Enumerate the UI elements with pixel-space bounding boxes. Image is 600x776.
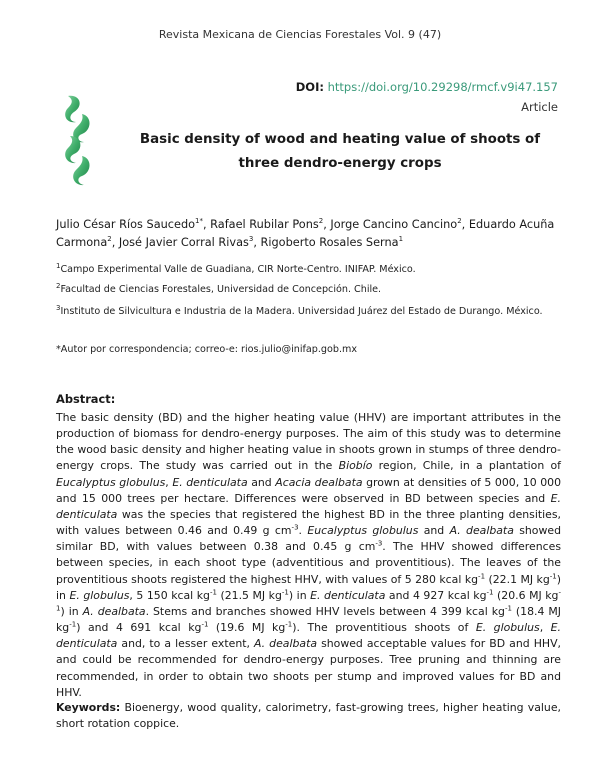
author-name: , Rigoberto Rosales Serna: [253, 236, 399, 249]
affiliation-text: Campo Experimental Valle de Guadiana, CIR Norte-Centro. INIFAP. México.: [60, 264, 416, 275]
affiliation-3: [56, 304, 561, 320]
affiliation-2: [56, 282, 561, 298]
keywords: [56, 700, 561, 732]
author-name: , Jorge Cancino Cancino: [323, 218, 458, 231]
title-line-2: three dendro-energy crops: [238, 156, 442, 171]
author-name: , Rafael Rubilar Pons: [203, 218, 319, 231]
author-name: Julio César Ríos Saucedo: [56, 218, 196, 231]
author-name: , José Javier Corral Rivas: [111, 236, 249, 249]
affiliation-1: [56, 262, 561, 278]
journal-header: Revista Mexicana de Ciencias Forestales Vol. 9 (47): [158, 28, 442, 41]
article-type: Article: [521, 100, 558, 114]
doi-line: [296, 80, 558, 94]
abstract-heading: Abstract:: [56, 392, 116, 406]
doi-link[interactable]: https://doi.org/10.29298/rmcf.v9i47.157: [327, 80, 558, 94]
journal-leaf-logo: [58, 92, 98, 192]
author-list: [56, 216, 561, 252]
affiliation-sup: 3: [56, 303, 61, 312]
doi-label: DOI:: [295, 80, 324, 94]
author-sup: 1: [398, 235, 404, 244]
author-sup: 1*: [195, 217, 203, 226]
keywords-label: Keywords:: [56, 701, 121, 714]
keywords-text: Bioenergy, wood quality, calorimetry, fast-growing trees, higher heating value, short rotation coppice.: [56, 701, 561, 730]
correspondence-note: *Autor por correspondencia; correo-e: rios.julio@inifap.gob.mx: [56, 344, 358, 355]
author-name: , Eduardo Acuña Carmona: [56, 218, 555, 249]
affiliation-text: Facultad de Ciencias Forestales, Universidad de Concepción. Chile.: [60, 284, 382, 295]
author-sup: 2: [318, 217, 324, 226]
author-sup: 2: [457, 217, 462, 226]
abstract-body: The basic density (BD) and the higher heating value (HHV) are important attributes in the production of biomass for dendro-energy purposes. The aim of this study was to determine the wood basic density and higher heating value in shoots grown in stumps of three dendro-energy crops. The study was carried out in the Biobío region, Chile, in a plantation of Eucalyptus globulus, E. denticulata and Acacia dealbata grown at densities of 5 000, 10 000 and 15 000 trees per hectare. Differences were observed in BD between species and E. denticulata was the species that registered the highest BD in the three planting densities, with values between 0.46 and 0.49 g $cm^{-3}$. Eucalyptus globulus and A. dealbata showed similar BD, with values between 0.38 and 0.45 g $cm^{-3}$. The HHV showed differences between species, in each shoot type (adventitious and proventitious). The leaves of the proventitious shoots registered the highest HHV, with values of 5 280 kcal $kg^{-1}$ (22.1 MJ $kg^{-1}$) in E. globulus, 5 150 kcal $kg^{-1}$ (21.5 MJ $kg^{-1}$) in E. denticulata and 4 927 kcal $kg^{-1}$ (20.6 MJ $kg^{-1}$) in A. dealbata. Stems and branches showed HHV levels between 4 399 kcal $kg^{-1}$ (18.4 MJ $kg^{-1}$) and 4 691 kcal $kg^{-1}$ (19.6 MJ $kg^{-1}$). The proventitious shoots of E. globulus, E. denticulata and, to a lesser extent, A. dealbata showed acceptable values for BD and HHV, and could be recommended for dendro-energy purposes. Tree pruning and thinning are recommended, in order to obtain two shoots per stump and improved values for BD and HHV.: [56, 411, 562, 699]
title-line-1: Basic density of wood and heating value of shoots of: [139, 132, 541, 147]
article-title: [120, 128, 560, 176]
affiliation-sup: 2: [56, 281, 61, 290]
author-sup: 2: [107, 235, 112, 244]
affiliation-sup: 1: [56, 261, 61, 270]
author-sup: 3: [248, 235, 254, 244]
affiliation-text: Instituto de Silvicultura e Industria de la Madera. Universidad Juárez del Estado de Durango. México.: [60, 306, 543, 317]
